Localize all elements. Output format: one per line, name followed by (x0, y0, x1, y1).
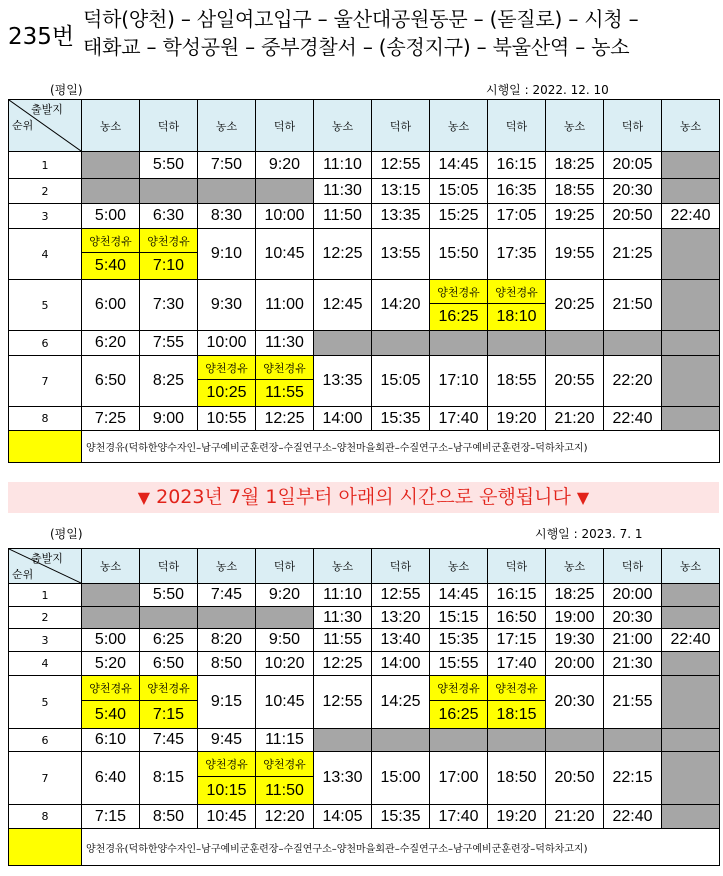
departure-time: 20:50 (546, 752, 604, 805)
no-service-cell (662, 407, 720, 431)
no-service-cell (546, 729, 604, 752)
corner-rank-label: 순위 (12, 119, 34, 132)
departure-time: 12:25 (256, 407, 314, 431)
corner-header (9, 549, 82, 584)
detour-label: 양천경유 (488, 280, 545, 304)
departure-time: 5:40 (82, 701, 139, 728)
detour-label: 양천경유 (256, 752, 313, 777)
departure-time: 18:25 (546, 584, 604, 607)
timetable-new (8, 548, 720, 866)
departure-time: 16:15 (488, 584, 546, 607)
departure-time: 8:50 (140, 805, 198, 829)
legend-row (9, 829, 720, 866)
rank-cell: 2 (9, 607, 82, 629)
departure-time: 7:25 (82, 407, 140, 431)
timetable-old (8, 99, 720, 463)
column-header: 농소 (546, 100, 604, 152)
table-row (9, 331, 720, 356)
rank-cell: 8 (9, 805, 82, 829)
rank-cell: 6 (9, 331, 82, 356)
rank-cell: 8 (9, 407, 82, 431)
departure-time: 15:35 (372, 407, 430, 431)
detour-time-cell (140, 676, 198, 729)
departure-time: 10:45 (256, 676, 314, 729)
corner-rank-label: 순위 (12, 568, 34, 581)
header-row (9, 549, 720, 584)
detour-time-cell (198, 752, 256, 805)
departure-time: 21:30 (604, 652, 662, 676)
departure-time: 15:55 (430, 652, 488, 676)
no-service-cell (662, 356, 720, 407)
departure-time: 19:00 (546, 607, 604, 629)
departure-time: 11:00 (256, 280, 314, 331)
departure-time: 7:45 (198, 584, 256, 607)
departure-time: 14:25 (372, 676, 430, 729)
legend-text: 양천경유(덕하한양수자인–남구예비군훈련장–수질연구소–양천마을회관–수질연구소–남구예비군훈련장–덕하차고지) (82, 829, 720, 866)
departure-time: 12:25 (314, 652, 372, 676)
rank-cell: 5 (9, 280, 82, 331)
departure-time: 9:10 (198, 229, 256, 280)
departure-time: 21:25 (604, 229, 662, 280)
no-service-cell (140, 607, 198, 629)
column-header: 농소 (430, 549, 488, 584)
departure-time: 7:15 (140, 701, 197, 728)
detour-label: 양천경유 (140, 229, 197, 253)
departure-time: 16:25 (430, 304, 487, 330)
departure-time: 22:15 (604, 752, 662, 805)
detour-label: 양천경유 (256, 356, 313, 380)
route-number: 235번 (8, 24, 75, 50)
table-row (9, 407, 720, 431)
legend-row (9, 431, 720, 463)
rank-cell: 1 (9, 152, 82, 179)
departure-time: 16:25 (430, 701, 487, 728)
rank-cell: 7 (9, 752, 82, 805)
detour-label: 양천경유 (430, 280, 487, 304)
table-row (9, 229, 720, 280)
departure-time: 8:20 (198, 629, 256, 652)
column-header: 덕하 (140, 549, 198, 584)
departure-time: 21:00 (604, 629, 662, 652)
departure-time: 17:10 (430, 356, 488, 407)
day-label-old: (평일) (50, 83, 83, 97)
departure-time: 11:55 (256, 380, 313, 406)
no-service-cell (82, 584, 140, 607)
rank-cell: 4 (9, 229, 82, 280)
departure-time: 20:50 (604, 204, 662, 229)
departure-time: 20:30 (604, 607, 662, 629)
departure-time: 11:30 (314, 607, 372, 629)
departure-time: 10:45 (198, 805, 256, 829)
departure-time: 6:30 (140, 204, 198, 229)
departure-time: 14:05 (314, 805, 372, 829)
departure-time: 11:30 (256, 331, 314, 356)
departure-time: 21:55 (604, 676, 662, 729)
legend-swatch (9, 431, 82, 463)
no-service-cell (82, 179, 140, 204)
detour-label: 양천경유 (198, 752, 255, 777)
column-header: 덕하 (488, 100, 546, 152)
table-row (9, 152, 720, 179)
no-service-cell (256, 607, 314, 629)
departure-time: 14:20 (372, 280, 430, 331)
no-service-cell (662, 331, 720, 356)
no-service-cell (662, 652, 720, 676)
departure-time: 9:20 (256, 152, 314, 179)
departure-time: 16:35 (488, 179, 546, 204)
departure-time: 22:40 (604, 407, 662, 431)
departure-time: 7:30 (140, 280, 198, 331)
departure-time: 6:50 (140, 652, 198, 676)
departure-time: 9:00 (140, 407, 198, 431)
column-header: 농소 (198, 549, 256, 584)
departure-time: 13:35 (372, 204, 430, 229)
no-service-cell (256, 179, 314, 204)
column-header: 농소 (546, 549, 604, 584)
rank-cell: 3 (9, 629, 82, 652)
table-row (9, 676, 720, 729)
column-header: 덕하 (604, 100, 662, 152)
departure-time: 7:10 (140, 253, 197, 279)
departure-time: 14:00 (372, 652, 430, 676)
departure-time: 20:00 (546, 652, 604, 676)
departure-time: 14:45 (430, 152, 488, 179)
detour-time-cell (256, 356, 314, 407)
route-line-2: 태화교 – 학성공원 – 중부경찰서 – (송정지구) – 북울산역 – 농소 (83, 35, 630, 59)
no-service-cell (604, 729, 662, 752)
legend-text: 양천경유(덕하한양수자인–남구예비군훈련장–수질연구소–양천마을회관–수질연구소–남구예비군훈련장–덕하차고지) (82, 431, 720, 463)
rank-cell: 6 (9, 729, 82, 752)
departure-time: 13:35 (314, 356, 372, 407)
departure-time: 15:05 (372, 356, 430, 407)
corner-origin-label: 출발지 (31, 552, 63, 565)
departure-time: 11:50 (256, 777, 313, 804)
departure-time: 13:15 (372, 179, 430, 204)
departure-time: 7:55 (140, 331, 198, 356)
table-row (9, 752, 720, 805)
departure-time: 22:20 (604, 356, 662, 407)
detour-time-cell (140, 229, 198, 280)
no-service-cell (546, 331, 604, 356)
departure-time: 6:10 (82, 729, 140, 752)
no-service-cell (662, 179, 720, 204)
departure-time: 20:30 (546, 676, 604, 729)
departure-time: 12:55 (314, 676, 372, 729)
departure-time: 10:00 (256, 204, 314, 229)
table-row (9, 652, 720, 676)
departure-time: 5:40 (82, 253, 139, 279)
table-row (9, 179, 720, 204)
departure-time: 15:35 (430, 629, 488, 652)
departure-time: 16:15 (488, 152, 546, 179)
departure-time: 10:25 (198, 380, 255, 406)
departure-time: 17:40 (488, 652, 546, 676)
no-service-cell (430, 729, 488, 752)
departure-time: 17:35 (488, 229, 546, 280)
no-service-cell (662, 584, 720, 607)
departure-time: 5:20 (82, 652, 140, 676)
departure-time: 11:15 (256, 729, 314, 752)
detour-label: 양천경유 (82, 676, 139, 701)
no-service-cell (662, 152, 720, 179)
corner-header (9, 100, 82, 152)
rank-cell: 7 (9, 356, 82, 407)
departure-time: 5:00 (82, 629, 140, 652)
departure-time: 12:20 (256, 805, 314, 829)
no-service-cell (82, 607, 140, 629)
header-row (9, 100, 720, 152)
departure-time: 14:00 (314, 407, 372, 431)
departure-time: 8:25 (140, 356, 198, 407)
departure-time: 13:30 (314, 752, 372, 805)
no-service-cell (372, 331, 430, 356)
detour-label: 양천경유 (140, 676, 197, 701)
departure-time: 6:00 (82, 280, 140, 331)
table-row (9, 584, 720, 607)
departure-time: 15:25 (430, 204, 488, 229)
departure-time: 19:20 (488, 407, 546, 431)
departure-time: 12:55 (372, 584, 430, 607)
notice-text: 2023년 7월 1일부터 아래의 시간으로 운행됩니다 (156, 486, 571, 508)
departure-time: 13:55 (372, 229, 430, 280)
column-header: 덕하 (372, 549, 430, 584)
effective-date-new: 시행일 : 2023. 7. 1 (535, 527, 643, 541)
departure-time: 5:50 (140, 584, 198, 607)
departure-time: 10:55 (198, 407, 256, 431)
legend-swatch (9, 829, 82, 866)
departure-time: 20:55 (546, 356, 604, 407)
detour-label: 양천경유 (198, 356, 255, 380)
detour-label: 양천경유 (430, 676, 487, 701)
corner-origin-label: 출발지 (31, 103, 63, 116)
no-service-cell (662, 607, 720, 629)
column-header: 농소 (82, 100, 140, 152)
rank-cell: 1 (9, 584, 82, 607)
no-service-cell (314, 331, 372, 356)
no-service-cell (198, 607, 256, 629)
departure-time: 12:55 (372, 152, 430, 179)
departure-time: 21:50 (604, 280, 662, 331)
departure-time: 15:00 (372, 752, 430, 805)
departure-time: 18:55 (546, 179, 604, 204)
departure-time: 11:55 (314, 629, 372, 652)
table-row (9, 280, 720, 331)
departure-time: 6:20 (82, 331, 140, 356)
departure-time: 21:20 (546, 805, 604, 829)
departure-time: 16:50 (488, 607, 546, 629)
departure-time: 12:45 (314, 280, 372, 331)
no-service-cell (372, 729, 430, 752)
departure-time: 17:40 (430, 407, 488, 431)
departure-time: 20:30 (604, 179, 662, 204)
departure-time: 18:25 (546, 152, 604, 179)
departure-time: 11:10 (314, 152, 372, 179)
departure-time: 9:30 (198, 280, 256, 331)
departure-time: 11:50 (314, 204, 372, 229)
down-triangle-icon: ▼ (137, 488, 151, 507)
no-service-cell (662, 229, 720, 280)
table-row (9, 629, 720, 652)
table-row (9, 204, 720, 229)
departure-time: 10:00 (198, 331, 256, 356)
detour-time-cell (430, 676, 488, 729)
departure-time: 7:15 (82, 805, 140, 829)
departure-time: 19:55 (546, 229, 604, 280)
departure-time: 22:40 (662, 204, 720, 229)
departure-time: 19:25 (546, 204, 604, 229)
no-service-cell (140, 179, 198, 204)
detour-time-cell (198, 356, 256, 407)
column-header: 덕하 (488, 549, 546, 584)
departure-time: 8:50 (198, 652, 256, 676)
schedule-change-notice (8, 482, 719, 513)
day-label-new: (평일) (50, 527, 83, 541)
down-triangle-icon: ▼ (576, 488, 590, 507)
table-row (9, 607, 720, 629)
departure-time: 6:25 (140, 629, 198, 652)
departure-time: 18:55 (488, 356, 546, 407)
departure-time: 17:40 (430, 805, 488, 829)
departure-time: 21:20 (546, 407, 604, 431)
departure-time: 8:30 (198, 204, 256, 229)
no-service-cell (198, 179, 256, 204)
departure-time: 5:00 (82, 204, 140, 229)
detour-time-cell (430, 280, 488, 331)
departure-time: 22:40 (604, 805, 662, 829)
departure-time: 10:20 (256, 652, 314, 676)
departure-time: 8:15 (140, 752, 198, 805)
column-header: 농소 (198, 100, 256, 152)
departure-time: 11:10 (314, 584, 372, 607)
departure-time: 6:50 (82, 356, 140, 407)
column-header: 농소 (82, 549, 140, 584)
no-service-cell (662, 805, 720, 829)
no-service-cell (662, 729, 720, 752)
departure-time: 9:20 (256, 584, 314, 607)
detour-label: 양천경유 (488, 676, 545, 701)
column-header: 농소 (430, 100, 488, 152)
no-service-cell (662, 280, 720, 331)
departure-time: 15:35 (372, 805, 430, 829)
departure-time: 18:15 (488, 701, 545, 728)
departure-time: 15:50 (430, 229, 488, 280)
no-service-cell (314, 729, 372, 752)
no-service-cell (488, 729, 546, 752)
departure-time: 9:15 (198, 676, 256, 729)
departure-time: 10:45 (256, 229, 314, 280)
table-row (9, 729, 720, 752)
departure-time: 11:30 (314, 179, 372, 204)
no-service-cell (604, 331, 662, 356)
departure-time: 18:10 (488, 304, 545, 330)
detour-time-cell (82, 676, 140, 729)
departure-time: 17:15 (488, 629, 546, 652)
no-service-cell (488, 331, 546, 356)
departure-time: 20:25 (546, 280, 604, 331)
departure-time: 17:00 (430, 752, 488, 805)
column-header: 덕하 (256, 549, 314, 584)
departure-time: 13:20 (372, 607, 430, 629)
column-header: 농소 (314, 100, 372, 152)
departure-time: 10:15 (198, 777, 255, 804)
detour-time-cell (488, 280, 546, 331)
departure-time: 18:50 (488, 752, 546, 805)
table-row (9, 356, 720, 407)
departure-time: 15:05 (430, 179, 488, 204)
detour-time-cell (488, 676, 546, 729)
departure-time: 20:05 (604, 152, 662, 179)
route-line-1: 덕하(양천) – 삼일여고입구 – 울산대공원동문 – (돋질로) – 시청 – (83, 7, 639, 31)
no-service-cell (662, 676, 720, 729)
departure-time: 12:25 (314, 229, 372, 280)
column-header: 농소 (662, 549, 720, 584)
column-header: 농소 (662, 100, 720, 152)
departure-time: 6:40 (82, 752, 140, 805)
column-header: 덕하 (372, 100, 430, 152)
no-service-cell (430, 331, 488, 356)
departure-time: 9:50 (256, 629, 314, 652)
effective-date-old: 시행일 : 2022. 12. 10 (486, 83, 609, 97)
rank-cell: 5 (9, 676, 82, 729)
departure-time: 7:45 (140, 729, 198, 752)
rank-cell: 2 (9, 179, 82, 204)
no-service-cell (662, 752, 720, 805)
departure-time: 9:45 (198, 729, 256, 752)
table-row (9, 805, 720, 829)
column-header: 덕하 (140, 100, 198, 152)
departure-time: 5:50 (140, 152, 198, 179)
departure-time: 7:50 (198, 152, 256, 179)
rank-cell: 3 (9, 204, 82, 229)
departure-time: 20:00 (604, 584, 662, 607)
detour-time-cell (256, 752, 314, 805)
detour-label: 양천경유 (82, 229, 139, 253)
rank-cell: 4 (9, 652, 82, 676)
departure-time: 13:40 (372, 629, 430, 652)
departure-time: 17:05 (488, 204, 546, 229)
no-service-cell (82, 152, 140, 179)
detour-time-cell (82, 229, 140, 280)
column-header: 농소 (314, 549, 372, 584)
departure-time: 15:15 (430, 607, 488, 629)
column-header: 덕하 (604, 549, 662, 584)
departure-time: 19:30 (546, 629, 604, 652)
departure-time: 14:45 (430, 584, 488, 607)
column-header: 덕하 (256, 100, 314, 152)
departure-time: 19:20 (488, 805, 546, 829)
departure-time: 22:40 (662, 629, 720, 652)
